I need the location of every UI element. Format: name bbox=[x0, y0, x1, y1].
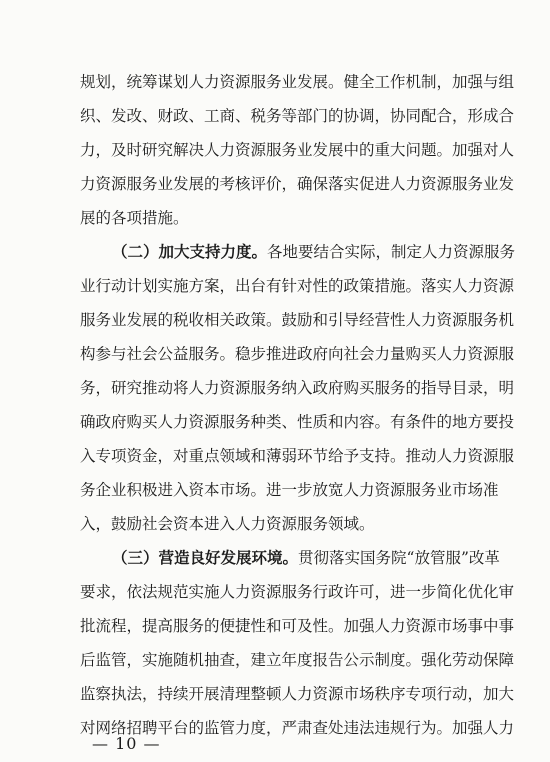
para1-line-3: 力，及时研究解决人力资源服务业发展中的重大问题。加强对人 bbox=[80, 141, 515, 159]
para3-line-2: 要求，依法规范实施人力资源服务行政许可，进一步简化优化审 bbox=[80, 583, 515, 601]
para3-first-rest: 贯彻落实国务院“放管服”改革 bbox=[298, 549, 500, 567]
para3-line-4: 后监管，实施随机抽查，建立年度报告公示制度。强化劳动保障 bbox=[80, 651, 515, 669]
para2-line-2: 业行动计划实施方案，出台有针对性的政策措施。落实人力资源 bbox=[80, 277, 515, 295]
para2-first-rest: 各地要结合实际，制定人力资源服务 bbox=[267, 243, 516, 261]
para1-line-1: 规划，统筹谋划人力资源服务业发展。健全工作机制，加强与组 bbox=[80, 73, 515, 91]
para2-first-line bbox=[112, 242, 516, 262]
para3-first-line bbox=[112, 548, 500, 568]
para2-line-8: 务企业积极进入资本市场。进一步放宽人力资源服务业市场准 bbox=[80, 481, 499, 499]
para2-line-5: 务，研究推动将人力资源服务纳入政府购买服务的指导目录，明 bbox=[80, 379, 515, 397]
para1-line-5: 展的各项措施。 bbox=[80, 209, 189, 227]
para2-line-4: 构参与社会公益服务。稳步推进政府向社会力量购买人力资源服 bbox=[80, 345, 515, 363]
para1-line-2: 织、发改、财政、工商、税务等部门的协调，协同配合，形成合 bbox=[80, 107, 515, 125]
para2-line-7: 入专项资金，对重点领域和薄弱环节给予支持。推动人力资源服 bbox=[80, 447, 515, 465]
para3-line-3: 批流程，提高服务的便捷性和可及性。加强人力资源市场事中事 bbox=[80, 617, 515, 635]
para3-line-6: 对网络招聘平台的监管力度，严肃查处违法违规行为。加强人力 bbox=[80, 719, 515, 737]
para2-line-3: 服务业发展的税收相关政策。鼓励和引导经营性人力资源服务机 bbox=[80, 311, 515, 329]
para2-heading: （二）加大支持力度。 bbox=[112, 242, 268, 261]
para3-heading: （三）营造良好发展环境。 bbox=[112, 548, 299, 567]
para3-line-5: 监察执法，持续开展清理整顿人力资源市场秩序专项行动，加大 bbox=[80, 685, 515, 703]
para2-line-9: 入，鼓励社会资本进入人力资源服务领域。 bbox=[80, 515, 375, 533]
page-number: — 10 — bbox=[92, 734, 161, 753]
para2-line-6: 确政府购买人力资源服务种类、性质和内容。有条件的地方要投 bbox=[80, 413, 515, 431]
para1-line-4: 力资源服务业发展的考核评价，确保落实促进人力资源服务业发 bbox=[80, 175, 515, 193]
